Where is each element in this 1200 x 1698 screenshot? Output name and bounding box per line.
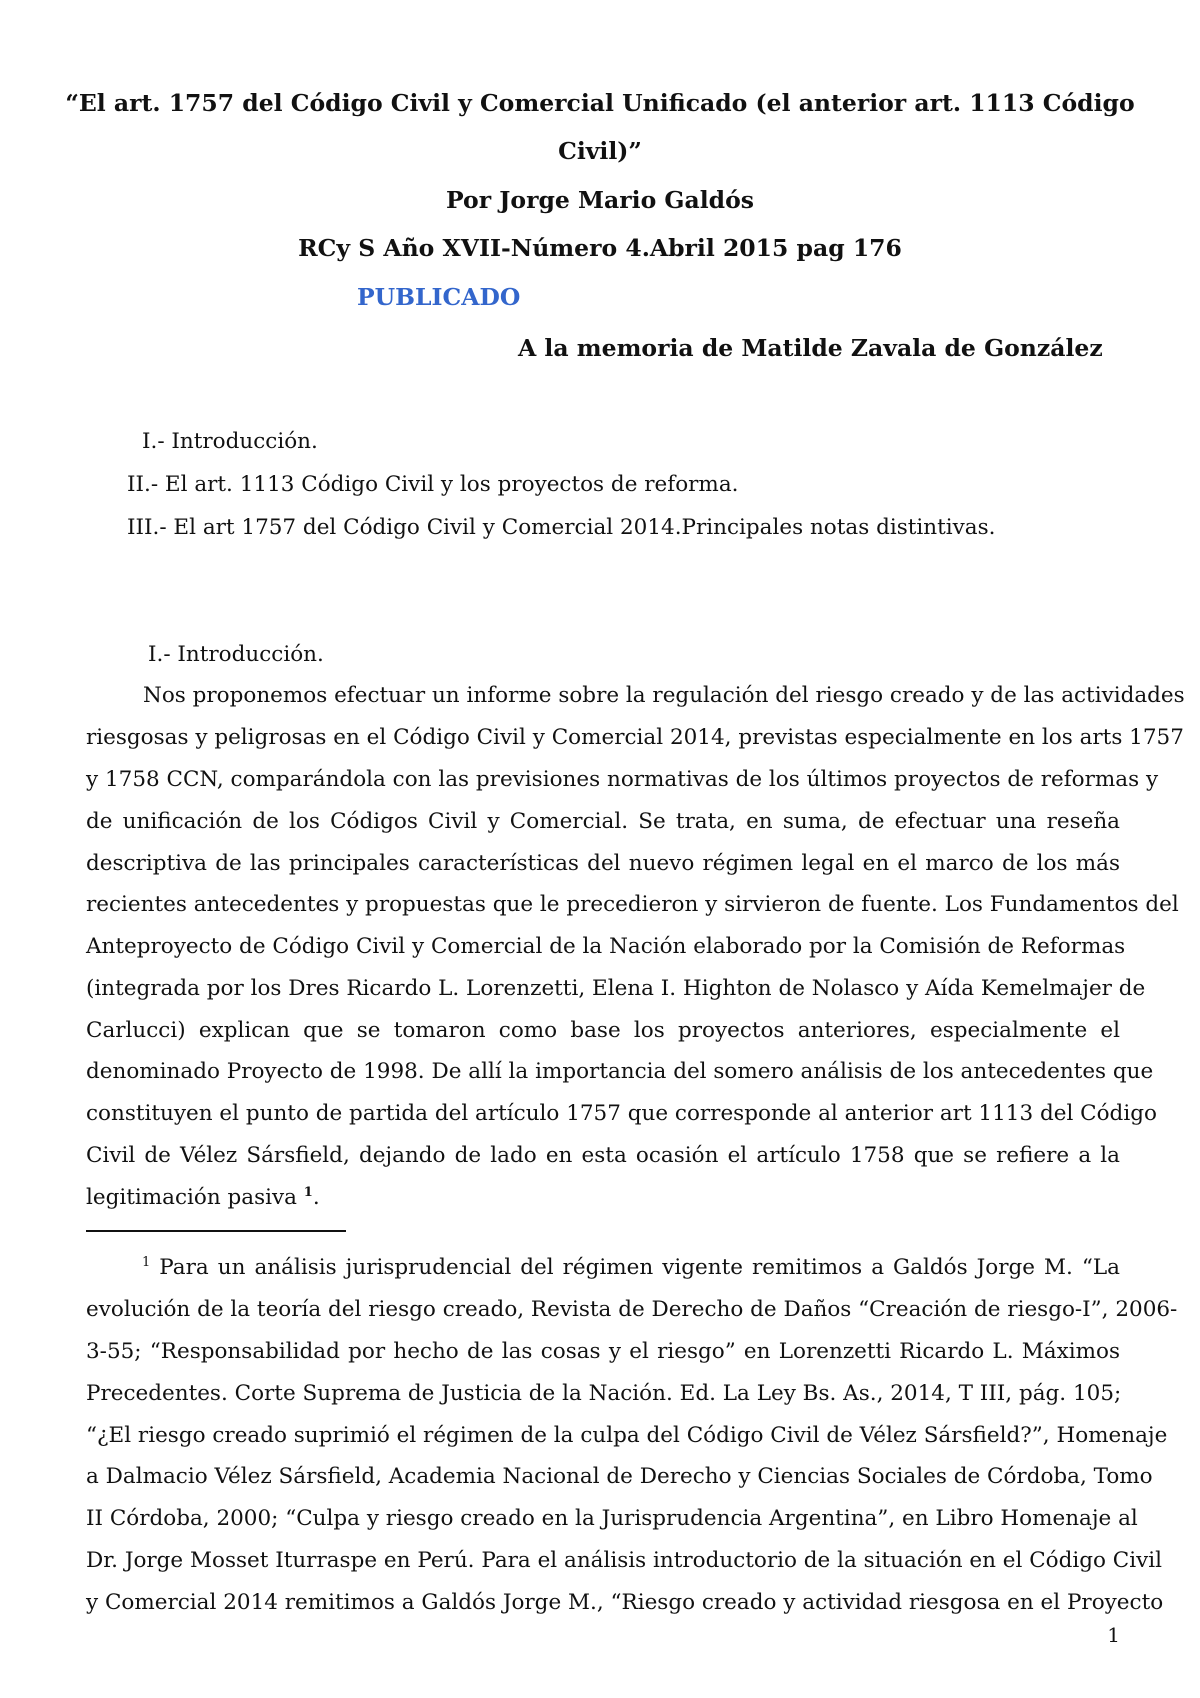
paragraph-line: constituyen el punto de partida del artículo 1757 que corresponde al anterior art 1113 del Código	[86, 1101, 1157, 1126]
dedication-line: A la memoria de Matilde Zavala de González	[518, 334, 1103, 362]
toc-item: I.- Introducción.	[142, 429, 318, 454]
paragraph-line: y 1758 CCN, comparándola con las previsiones normativas de los últimos proyectos de reformas y	[86, 767, 1159, 792]
paragraph-line: recientes antecedentes y propuestas que le precedieron y sirvieron de fuente. Los Fundamentos del	[86, 892, 1179, 917]
footnote-line-text: Para un análisis jurisprudencial del régimen vigente remitimos a Galdós Jorge M. “La	[150, 1255, 1120, 1280]
footnote-line: II Córdoba, 2000; “Culpa y riesgo creado en la Jurisprudencia Argentina”, en Libro Homenaje al	[86, 1506, 1138, 1531]
article-title-line-1: “El art. 1757 del Código Civil y Comercial Unificado (el anterior art. 1113 Código	[65, 89, 1135, 117]
paragraph-line: descriptiva de las principales características del nuevo régimen legal en el marco de los más	[86, 851, 1120, 876]
paragraph-line-text: legitimación pasiva	[86, 1185, 304, 1210]
footnote-marker: 1	[142, 1254, 151, 1270]
published-status: PUBLICADO	[357, 283, 521, 311]
footnote-line: evolución de la teoría del riesgo creado, Revista de Derecho de Daños “Creación de riesgo-I”, 2006-	[86, 1297, 1178, 1322]
footnote-first-line	[142, 1253, 1120, 1283]
paragraph-line: denominado Proyecto de 1998. De allí la importancia del somero análisis de los antecedentes que	[86, 1059, 1154, 1084]
article-title-line-2: Civil)”	[558, 137, 642, 165]
paragraph-line: (integrada por los Dres Ricardo L. Lorenzetti, Elena I. Highton de Nolasco y Aída Kemelmajer de	[86, 976, 1146, 1001]
paragraph-line: Anteproyecto de Código Civil y Comercial de la Nación elaborado por la Comisión de Reformas	[86, 934, 1126, 959]
footnote-line: “¿El riesgo creado suprimió el régimen de la culpa del Código Civil de Vélez Sársfield?”, Homenaje	[86, 1423, 1168, 1448]
paragraph-line: Nos proponemos efectuar un informe sobre la regulación del riesgo creado y de las actividades	[143, 683, 1185, 708]
page-number: 1	[1107, 1623, 1120, 1647]
footnote-line: y Comercial 2014 remitimos a Galdós Jorge M., “Riesgo creado y actividad riesgosa en el Proyecto	[86, 1590, 1164, 1615]
author-line: Por Jorge Mario Galdós	[446, 186, 754, 214]
footnote-line: 3-55; “Responsabilidad por hecho de las cosas y el riesgo” en Lorenzetti Ricardo L. Máximos	[86, 1339, 1120, 1364]
footnote-line: Dr. Jorge Mosset Iturraspe en Perú. Para el análisis introductorio de la situación en el Código Civil	[86, 1548, 1163, 1573]
paragraph-line: Carlucci) explican que se tomaron como base los proyectos anteriores, especialmente el	[86, 1018, 1120, 1043]
footnote-line: a Dalmacio Vélez Sársfield, Academia Nacional de Derecho y Ciencias Sociales de Córdoba, Tomo	[86, 1464, 1153, 1489]
footnote-separator	[86, 1230, 346, 1232]
section-heading: I.- Introducción.	[148, 642, 324, 667]
toc-item: II.- El art. 1113 Código Civil y los proyectos de reforma.	[127, 472, 739, 497]
footnote-line: Precedentes. Corte Suprema de Justicia de la Nación. Ed. La Ley Bs. As., 2014, T III, pág. 105;	[86, 1381, 1122, 1406]
paragraph-line: riesgosas y peligrosas en el Código Civil y Comercial 2014, previstas especialmente en los arts 1757	[86, 725, 1184, 750]
toc-item: III.- El art 1757 del Código Civil y Comercial 2014.Principales notas distintivas.	[127, 515, 996, 540]
footnote-reference[interactable]: 1	[303, 1184, 313, 1200]
citation-line: RCy S Año XVII-Número 4.Abril 2015 pag 176	[298, 234, 902, 262]
paragraph-line: Civil de Vélez Sársfield, dejando de lado en esta ocasión el artículo 1758 que se refiere a la	[86, 1143, 1120, 1168]
paragraph-last-line	[86, 1183, 320, 1213]
paragraph-line-end: .	[312, 1185, 320, 1210]
paragraph-line: de unificación de los Códigos Civil y Comercial. Se trata, en suma, de efectuar una reseña	[86, 809, 1120, 834]
